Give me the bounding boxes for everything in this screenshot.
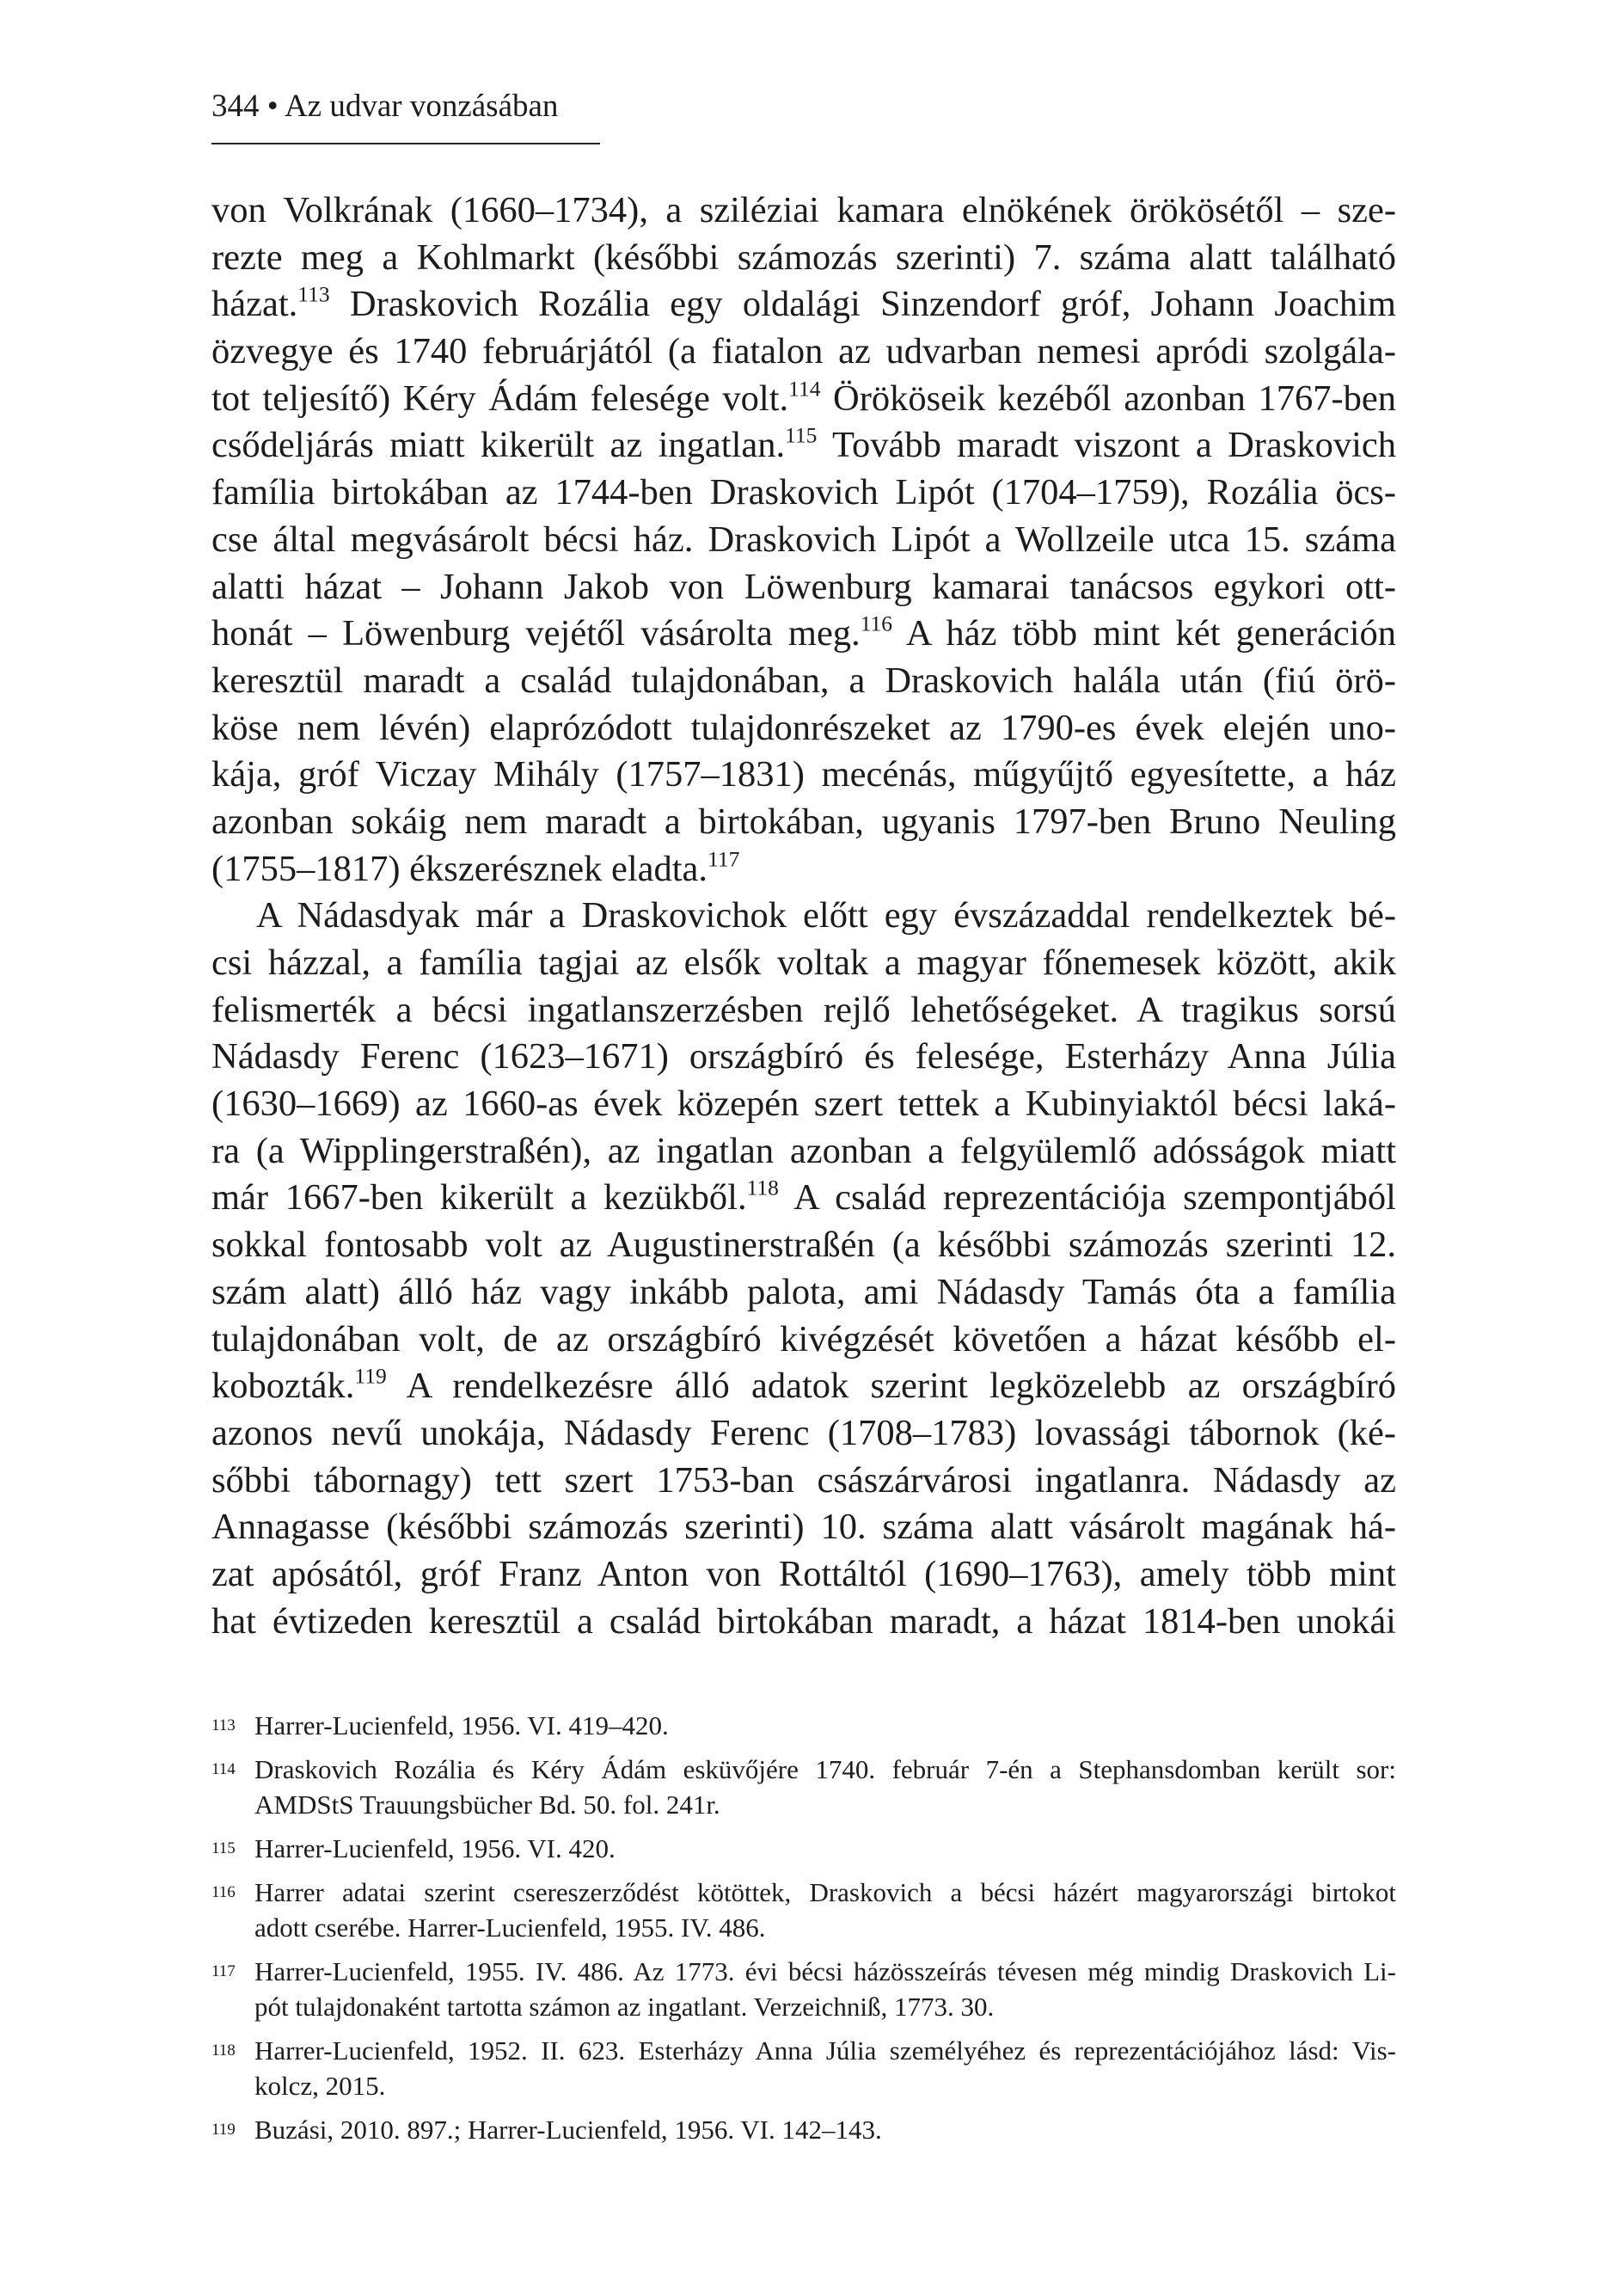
line-text: hat évtizeden keresztül a család birtokában maradt, a házat 1814-ben unokái bbox=[211, 1600, 1396, 1642]
footnote-ref[interactable]: 114 bbox=[788, 376, 821, 402]
footnote-line: adott cserébe. Harrer-Lucienfeld, 1955. IV. 486. bbox=[254, 1912, 766, 1943]
footnote-ref[interactable]: 113 bbox=[297, 281, 330, 307]
footnotes bbox=[211, 1708, 1396, 2156]
footnote-ref[interactable]: 117 bbox=[708, 846, 740, 872]
text-line bbox=[211, 1034, 1396, 1081]
text-line bbox=[211, 752, 1396, 799]
footnote-number: 117 bbox=[211, 1962, 236, 1980]
line-text: A Nádasdyak már a Draskovichok előtt egy évszázaddal rendelkeztek bé- bbox=[256, 895, 1396, 936]
line-text: tot teljesítő) Kéry Ádám felesége volt. bbox=[211, 378, 789, 419]
footnote bbox=[211, 1875, 1396, 1945]
text-line bbox=[211, 1175, 1396, 1222]
line-text-cont: Draskovich Rozália egy oldalági Sinzendorf gróf, Johann Joachim bbox=[329, 284, 1396, 325]
footnote-line: AMDStS Trauungsbücher Bd. 50. fol. 241r. bbox=[254, 1790, 720, 1820]
line-text: alatti házat – Johann Jakob von Löwenburg kamarai tanácsos egykori ott- bbox=[211, 566, 1396, 607]
text-line bbox=[211, 846, 1396, 893]
paragraph-2 bbox=[211, 893, 1396, 1645]
text-line bbox=[211, 1081, 1396, 1128]
text-line bbox=[211, 328, 1396, 376]
text-line bbox=[211, 1410, 1396, 1458]
footnote-line: Harrer-Lucienfeld, 1952. II. 623. Esterházy Anna Júlia személyéhez és reprezentációjához lásd: Vis- bbox=[254, 2035, 1396, 2066]
text-line bbox=[211, 893, 1396, 940]
text-line bbox=[211, 517, 1396, 564]
line-text-cont: A család reprezentációja szempontjából bbox=[778, 1177, 1396, 1219]
footnote bbox=[211, 1954, 1396, 2024]
line-text-cont: Örököseik kezéből azonban 1767-ben bbox=[820, 378, 1397, 419]
line-text: szám alatt) álló ház vagy inkább palota, ami Nádasdy Tamás óta a família bbox=[211, 1271, 1396, 1312]
footnote-number: 114 bbox=[211, 1760, 236, 1778]
footnote-number: 118 bbox=[211, 2041, 236, 2060]
footnote-line: Harrer-Lucienfeld, 1955. IV. 486. Az 1773. évi bécsi házösszeírás tévesen még mindig Draskovich Li- bbox=[254, 1956, 1396, 1986]
text-line bbox=[211, 940, 1396, 987]
header-rule bbox=[211, 143, 600, 144]
paragraph-1 bbox=[211, 187, 1396, 893]
line-text: Nádasdy Ferenc (1623–1671) országbíró és felesége, Esterházy Anna Júlia bbox=[211, 1036, 1396, 1077]
text-line bbox=[211, 470, 1396, 517]
footnote-ref[interactable]: 115 bbox=[785, 422, 818, 448]
line-text: ra (a Wipplingerstraßén), az ingatlan azonban a felgyülemlő adósságok miatt bbox=[211, 1130, 1396, 1171]
text-line bbox=[211, 235, 1396, 282]
line-text: sőbbi tábornagy) tett szert 1753-ban császárvárosi ingatlanra. Nádasdy az bbox=[211, 1459, 1396, 1501]
text-line bbox=[211, 611, 1396, 658]
text-line bbox=[211, 1458, 1396, 1505]
line-text: köse nem lévén) elaprózódott tulajdonrészeket az 1790-es évek elején uno- bbox=[211, 707, 1396, 748]
text-line bbox=[211, 799, 1396, 846]
text-line bbox=[211, 1363, 1396, 1410]
text-line bbox=[211, 658, 1396, 705]
line-text-cont: Tovább maradt viszont a Draskovich bbox=[817, 425, 1396, 466]
text-line bbox=[211, 422, 1396, 470]
footnote-line: Harrer-Lucienfeld, 1956. VI. 419–420. bbox=[254, 1710, 669, 1740]
text-line bbox=[211, 1317, 1396, 1364]
line-text: csődeljárás miatt kikerült az ingatlan. bbox=[211, 425, 786, 466]
line-text: felismerték a bécsi ingatlanszerzésben rejlő lehetőségeket. A tragikus sorsú bbox=[211, 989, 1396, 1030]
footnote-number: 116 bbox=[211, 1883, 236, 1901]
line-text: rezte meg a Kohlmarkt (későbbi számozás szerinti) 7. száma alatt található bbox=[211, 236, 1396, 278]
line-text: tulajdonában volt, de az országbíró kivégzését követően a házat később el- bbox=[211, 1318, 1396, 1360]
body-text bbox=[211, 187, 1396, 1645]
footnote bbox=[211, 1708, 1396, 1743]
line-text: kája, gróf Viczay Mihály (1757–1831) mecénás, műgyűjtő egyesítette, a ház bbox=[211, 754, 1396, 795]
footnote-ref[interactable]: 119 bbox=[354, 1363, 387, 1389]
running-header bbox=[211, 86, 558, 127]
page-number: 344 bbox=[211, 89, 260, 124]
footnote bbox=[211, 2112, 1396, 2147]
line-text-cont: A rendelkezésre álló adatok szerint legközelebb az országbíró bbox=[386, 1366, 1396, 1407]
line-text: keresztül maradt a család tulajdonában, a Draskovich halála után (fiú örö- bbox=[211, 660, 1396, 701]
text-line bbox=[211, 1599, 1396, 1646]
line-text: (1755–1817) ékszerésznek eladta. bbox=[211, 848, 708, 889]
line-text-cont: A ház több mint két generáción bbox=[892, 613, 1397, 654]
footnote bbox=[211, 1752, 1396, 1822]
text-line bbox=[211, 1269, 1396, 1317]
text-line bbox=[211, 187, 1396, 235]
footnote-ref[interactable]: 116 bbox=[860, 611, 892, 636]
line-text: sokkal fontosabb volt az Augustinerstraßén (a későbbi számozás szerinti 12. bbox=[211, 1225, 1396, 1266]
text-line bbox=[211, 1504, 1396, 1551]
line-text: von Volkrának (1660–1734), a sziléziai kamara elnökének örökösétől – sze- bbox=[211, 190, 1396, 230]
text-line bbox=[211, 1128, 1396, 1176]
line-text: (1630–1669) az 1660-as évek közepén szert tettek a Kubinyiaktól bécsi laká- bbox=[211, 1084, 1396, 1125]
footnote bbox=[211, 2033, 1396, 2103]
footnote-line: kolcz, 2015. bbox=[254, 2071, 386, 2101]
footnote-line: Harrer adatai szerint csereszerződést kötöttek, Draskovich a bécsi házért magyarországi birtokot bbox=[254, 1877, 1396, 1907]
line-text: azonban sokáig nem maradt a birtokában, ugyanis 1797-ben Bruno Neuling bbox=[211, 801, 1396, 842]
line-text: honát – Löwenburg vejétől vásárolta meg. bbox=[211, 613, 861, 654]
text-line bbox=[211, 987, 1396, 1034]
line-text: cse által megvásárolt bécsi ház. Draskovich Lipót a Wollzeile utca 15. száma bbox=[211, 519, 1396, 560]
running-title: Az udvar vonzásában bbox=[284, 89, 559, 124]
footnote-number: 113 bbox=[211, 1716, 236, 1734]
line-text: azonos nevű unokája, Nádasdy Ferenc (1708–1783) lovassági tábornok (ké- bbox=[211, 1412, 1396, 1453]
header-separator: • bbox=[266, 89, 279, 124]
footnote-line: Buzási, 2010. 897.; Harrer-Lucienfeld, 1956. VI. 142–143. bbox=[254, 2115, 882, 2145]
line-text: özvegye és 1740 februárjától (a fiatalon az udvarban nemesi apródi szolgála- bbox=[211, 331, 1396, 372]
text-line bbox=[211, 376, 1396, 423]
line-text: família birtokában az 1744-ben Draskovich Lipót (1704–1759), Rozália öcs- bbox=[211, 472, 1396, 513]
text-line bbox=[211, 1551, 1396, 1599]
text-line bbox=[211, 564, 1396, 611]
text-line bbox=[211, 705, 1396, 752]
text-line bbox=[211, 1222, 1396, 1269]
line-text: kobozták. bbox=[211, 1366, 355, 1407]
footnote-line: Draskovich Rozália és Kéry Ádám esküvőjére 1740. február 7-én a Stephansdomban került sor: bbox=[254, 1754, 1396, 1784]
text-line bbox=[211, 281, 1396, 328]
footnote-ref[interactable]: 118 bbox=[746, 1175, 779, 1200]
line-text: már 1667-ben kikerült a kezükből. bbox=[211, 1177, 747, 1219]
line-text: Annagasse (későbbi számozás szerinti) 10. száma alatt vásárolt magának há- bbox=[211, 1507, 1396, 1548]
line-text: zat apósától, gróf Franz Anton von Rottáltól (1690–1763), amely több mint bbox=[211, 1553, 1396, 1594]
footnote-line: pót tulajdonaként tartotta számon az ingatlant. Verzeichniß, 1773. 30. bbox=[254, 1992, 995, 2022]
footnote-number: 119 bbox=[211, 2121, 236, 2139]
footnote-number: 115 bbox=[211, 1839, 236, 1857]
footnote bbox=[211, 1831, 1396, 1866]
line-text: csi házzal, a família tagjai az elsők voltak a magyar főnemesek között, akik bbox=[211, 942, 1396, 983]
line-text: házat. bbox=[211, 284, 298, 325]
footnote-line: Harrer-Lucienfeld, 1956. VI. 420. bbox=[254, 1833, 616, 1863]
